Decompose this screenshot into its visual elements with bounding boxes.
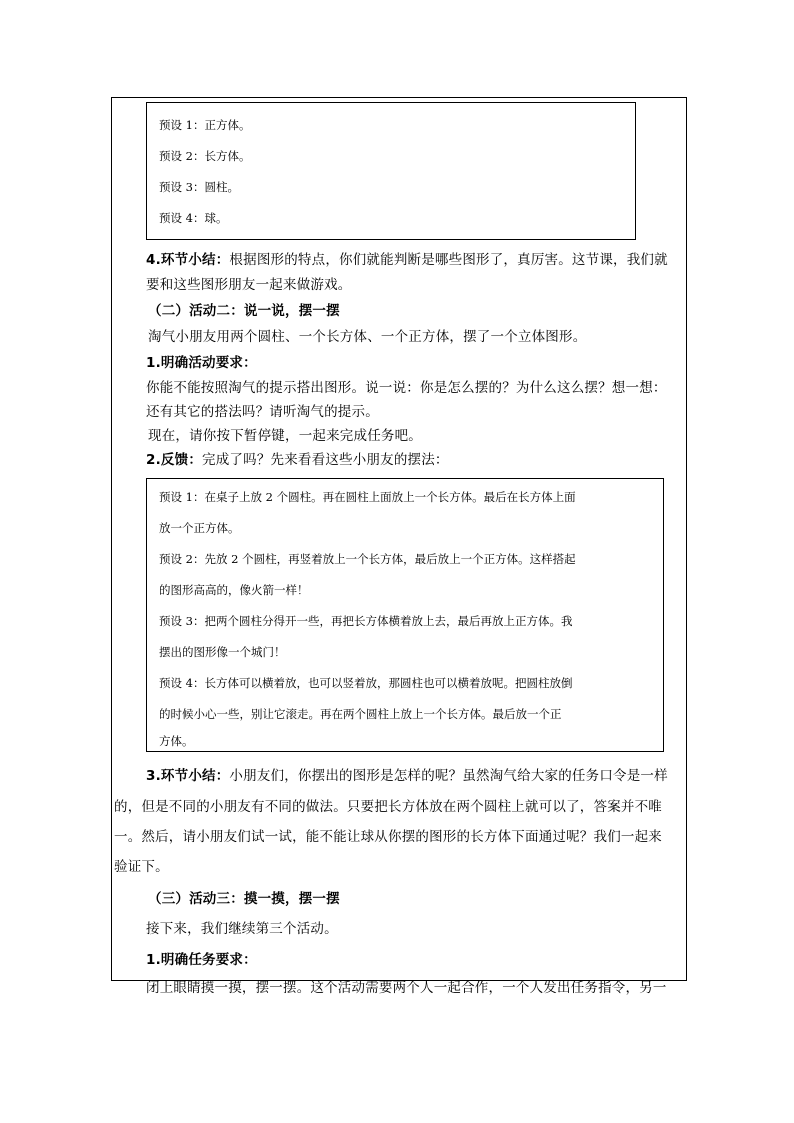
activity3-title: （三）活动三：摸一摸，摆一摆: [148, 891, 340, 907]
feedback-line: [146, 448, 449, 468]
summary3-text: 小朋友们，你摆出的图形是怎样的呢？虽然淘气给大家的任务口令是一样: [229, 768, 668, 784]
activity2-req-line1: 你能不能按照淘气的提示搭出图形。说一说：你是怎么摆的？为什么这么摆？想一想：: [146, 380, 667, 396]
preset-box-1: [146, 102, 636, 240]
preset-line: 预设 1：在桌子上放 2 个圆柱。再在圆柱上面放上一个长方体。最后在长方体上面: [159, 490, 576, 504]
feedback-text: 完成了吗？先来看看这些小朋友的摆法：: [202, 452, 449, 468]
preset-line: 预设 4：球。: [159, 211, 228, 225]
preset-line: 预设 2：先放 2 个圆柱，再竖着放上一个长方体，最后放上一个正方体。这样搭起: [159, 552, 576, 566]
preset-box-2: [146, 478, 664, 752]
page-frame: [111, 97, 687, 996]
preset-line: 预设 3：圆柱。: [159, 180, 239, 194]
activity3-req-line1: 闭上眼睛摸一摸，摆一摆。这个活动需要两个人一起合作，一个人发出任务指令，另一: [146, 980, 667, 996]
summary3-line3: 一。然后，请小朋友们试一试，能不能让球从你摆的图形的长方体下面通过呢？我们一起来: [114, 829, 662, 845]
summary1-line2: 要和这些图形朋友一起来做游戏。: [146, 277, 352, 293]
preset-line: 预设 1：正方体。: [159, 118, 251, 132]
preset-line: 预设 2：长方体。: [159, 149, 251, 163]
activity3-intro: 接下来，我们继续第三个活动。: [146, 921, 338, 937]
summary3-head: 3.环节小结：: [146, 768, 230, 784]
activity2-req-line3: 现在，请你按下暂停键，一起来完成任务吧。: [148, 428, 422, 444]
preset-line: 方体。: [159, 734, 194, 748]
preset-line: 的时候小心一些，别让它滚走。再在两个圆柱上放上一个长方体。最后放一个正: [159, 707, 562, 721]
preset-line: 放一个正方体。: [159, 521, 240, 535]
activity3-req-head: 1.明确任务要求：: [146, 952, 257, 968]
summary1-text: 根据图形的特点，你们就能判断是哪些图形了，真厉害。这节课，我们就: [229, 252, 668, 268]
summary3-line2: 的，但是不同的小朋友有不同的做法。只要把长方体放在两个圆柱上就可以了，答案并不唯: [114, 799, 662, 815]
activity2-req-line2: 还有其它的搭法吗？请听淘气的提示。: [146, 404, 379, 420]
summary3-line1: [146, 764, 668, 784]
activity2-intro: 淘气小朋友用两个圆柱、一个长方体、一个正方体，摆了一个立体图形。: [148, 329, 587, 345]
summary1-line1: [146, 248, 668, 268]
activity2-req-head: 1.明确活动要求：: [146, 355, 257, 371]
summary1-head: 4.环节小结：: [146, 252, 230, 268]
activity2-title: （二）活动二：说一说，摆一摆: [148, 303, 340, 319]
preset-line: 的图形高高的，像火箭一样！: [159, 583, 309, 597]
preset-line: 预设 4：长方体可以横着放，也可以竖着放，那圆柱也可以横着放呢。把圆柱放倒: [159, 676, 573, 690]
preset-line: 预设 3：把两个圆柱分得开一些，再把长方体横着放上去，最后再放上正方体。我: [159, 614, 573, 628]
feedback-head: 2.反馈：: [146, 452, 203, 468]
preset-line: 摆出的图形像一个城门！: [159, 645, 286, 659]
summary3-line4: 验证下。: [114, 859, 169, 875]
